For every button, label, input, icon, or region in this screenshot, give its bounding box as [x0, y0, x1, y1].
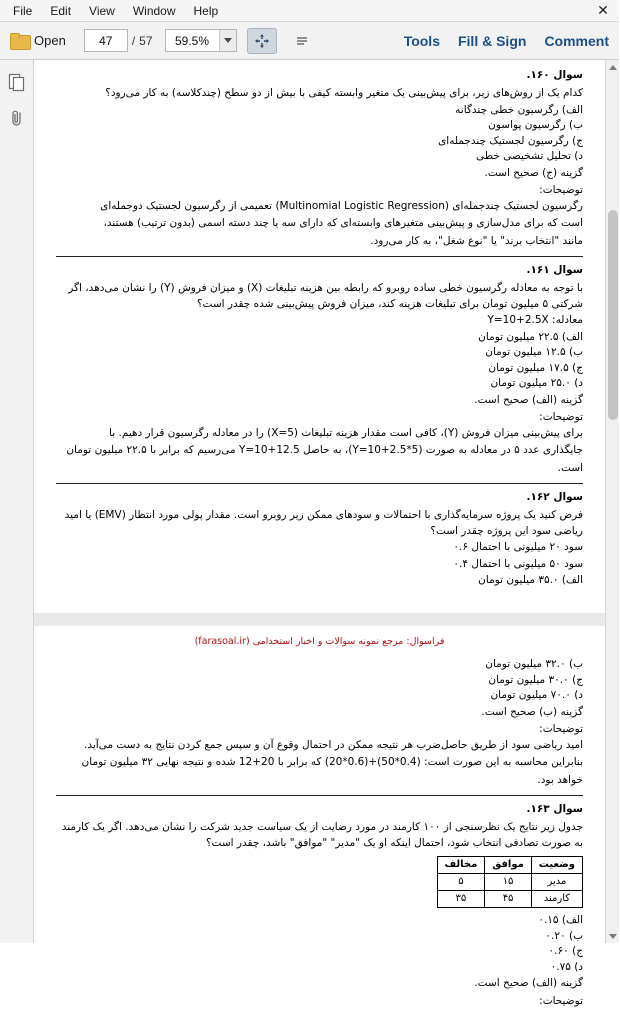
menu-file[interactable]: File: [13, 3, 33, 18]
question-option: ج) ۱۷.۵ میلیون تومان: [488, 361, 583, 374]
explanation-label: توضیحات:: [539, 994, 583, 1007]
select-tool-button[interactable]: [247, 28, 277, 54]
question-option: ب) رگرسیون پواسون: [488, 119, 583, 131]
question-title: سوال ۱۶۲.: [526, 491, 583, 503]
table-cell: ۱۵: [485, 874, 531, 891]
explanation-label: توضیحات:: [539, 411, 583, 423]
question-data-line: سود ۵۰ میلیونی با احتمال ۰.۴: [453, 557, 583, 570]
question-answer: گزینه (ب) صحیح است.: [481, 705, 583, 718]
question-option: د) ۷۰.۰ میلیون تومان: [490, 689, 583, 701]
question-text: با توجه به معادله رگرسیون خطی ساده روبرو که رابطه بین هزینه تبلیغات (X) و میزان فروش (Y) را نشان می‌دهد، اگر شرکتی ۵ میلیون تومان برای تبلیغات هزینه کند، میزان فروش پیش‌بینی شده چقدر است؟: [68, 282, 583, 310]
table-header-cell: موافق: [485, 857, 531, 874]
pages-container: [34, 60, 605, 1007]
zoom-control[interactable]: [165, 29, 237, 52]
question-answer: گزینه (الف) صحیح است.: [474, 977, 583, 989]
folder-icon: [10, 33, 29, 48]
pages-panel-icon: [8, 72, 26, 92]
explanation-line: است.: [557, 461, 583, 474]
question-option: د) تحلیل تشخیصی خطی: [475, 150, 583, 162]
question-formula: معادله: Y=10+2.5X: [487, 314, 583, 326]
question-text: کدام یک از روش‌های زیر، برای پیش‌بینی یک متغیر وابسته کیفی با بیش از دو سطح (چندکلاسه) به کار می‌رود؟: [105, 87, 583, 99]
attachments-button[interactable]: [5, 106, 29, 130]
explanation-line: خواهد بود.: [537, 773, 583, 786]
table-cell: ۴۵: [485, 891, 531, 908]
question-option: ج) رگرسیون لجستیک چندجمله‌ای: [438, 134, 583, 147]
section-divider: [56, 256, 583, 257]
table-cell: ۳۵: [437, 891, 485, 908]
explanation-line: مانند "انتخاب برند" یا "نوع شغل"، به کار می‌رود.: [370, 234, 583, 247]
table-cell: کارمند: [531, 891, 582, 908]
left-sidebar: [0, 60, 34, 943]
table-header-cell: وضعیت: [531, 857, 582, 874]
question-option: الف) ۲۲.۵ میلیون تومان: [478, 330, 583, 343]
toolbar-right-group: [404, 33, 613, 49]
explanation-line: امید ریاضی سود از طریق حاصل‌ضرب هر نتیجه ممکن در احتمال وقوع آن و سپس جمع کردن نتایج به دست می‌آید.: [84, 738, 583, 751]
question-option: ب) ۰.۲۰: [545, 929, 583, 942]
question-answer: گزینه (ج) صحیح است.: [484, 166, 583, 179]
comment-tab[interactable]: Comment: [544, 32, 609, 49]
question-option: ج) ۳۰.۰ میلیون تومان: [488, 673, 583, 686]
section-divider: [56, 795, 583, 796]
explanation-label: توضیحات:: [539, 723, 583, 735]
toolbar: [0, 22, 619, 60]
page-number-input[interactable]: [84, 29, 128, 52]
open-file-label: Open: [34, 33, 66, 48]
question-option: ب) ۳۲.۰ میلیون تومان: [485, 658, 583, 670]
survey-results-table: [437, 856, 583, 908]
question-block-162-part1: [56, 490, 583, 589]
open-file-button[interactable]: [6, 30, 74, 51]
question-block-161: [56, 263, 583, 476]
scroll-up-arrow[interactable]: [606, 60, 620, 74]
question-block-160: [56, 68, 583, 249]
scrollbar-thumb[interactable]: [608, 210, 618, 420]
menu-edit[interactable]: Edit: [50, 3, 72, 18]
explanation-line: جایگذاری عدد ۵ در معادله به صورت (Y=10+2.5*5)، به حاصل Y=10+12.5 می‌رسیم که برابر با ۲۲.۵ میلیون تومان: [66, 444, 583, 456]
table-cell: ۵: [437, 874, 485, 891]
document-page-1: [34, 60, 605, 613]
question-option: د) ۰.۷۵: [550, 960, 583, 973]
chevron-down-icon[interactable]: [219, 30, 236, 51]
document-viewport[interactable]: [34, 60, 605, 1007]
document-page-2: [34, 626, 605, 1026]
page-thumbnails-button[interactable]: [5, 70, 29, 94]
page-total-count: 57: [139, 33, 153, 48]
table-cell: مدیر: [531, 874, 582, 891]
explanation-line: برای پیش‌بینی میزان فروش (Y)، کافی است مقدار هزینه تبلیغات (X=5) را در معادله رگرسیون قرار دهیم. با: [109, 426, 583, 439]
vertical-scrollbar[interactable]: [605, 60, 619, 943]
menu-help[interactable]: Help: [193, 3, 219, 18]
menu-window[interactable]: Window: [132, 3, 176, 18]
question-option: ب) ۱۲.۵ میلیون تومان: [485, 346, 583, 358]
table-header-cell: مخالف: [437, 857, 485, 874]
question-option: ج) ۰.۶۰: [548, 945, 583, 957]
explanation-line: رگرسیون لجستیک چندجمله‌ای (Multinomial Logistic Regression) تعمیمی از رگرسیون لجستیک دوجمله‌ای: [100, 199, 583, 212]
question-text: فرض کنید یک پروژه سرمایه‌گذاری با احتمالات و سودهای ممکن زیر روبرو است. مقدار پولی مورد انتظار (EMV) یا امید ریاضی سود این پروژه چقدر است؟: [64, 509, 583, 537]
page-navigation: [84, 29, 153, 52]
question-option: الف) ۰.۱۵: [538, 914, 583, 926]
window-close-button[interactable]: ✕: [597, 2, 609, 18]
fill-and-sign-tab[interactable]: Fill & Sign: [457, 32, 527, 49]
more-tools-button[interactable]: [287, 28, 317, 54]
question-answer: گزینه (الف) صحیح است.: [474, 393, 583, 406]
section-divider: [56, 483, 583, 484]
question-title: سوال ۱۶۳.: [526, 803, 583, 815]
watermark-text: فراسوال: مرجع نمونه سوالات و اخبار استخدامی (farasoal.ir): [194, 636, 445, 647]
page-gap: [34, 613, 605, 626]
question-option: د) ۲۵.۰ میلیون تومان: [490, 377, 583, 389]
table-row: [437, 891, 582, 908]
page-separator: /: [131, 33, 136, 48]
scroll-down-arrow[interactable]: [606, 929, 620, 943]
question-option: الف) رگرسیون خطی چندگانه: [455, 103, 583, 116]
tools-tab[interactable]: Tools: [403, 32, 440, 49]
explanation-line: بنابراین محاسبه به این صورت است: (0.4*50)+(0.6*20) که برابر با 20+12 شده و نتیجه نهایی ۳۲ میلیون تومان: [81, 756, 583, 768]
menu-view[interactable]: View: [89, 3, 115, 18]
explanation-label: توضیحات:: [539, 184, 583, 196]
question-option: الف) ۳۵.۰ میلیون تومان: [478, 574, 583, 586]
table-header-row: [437, 857, 582, 874]
paperclip-icon: [8, 108, 26, 128]
question-text: جدول زیر نتایج یک نظرسنجی از ۱۰۰ کارمند در مورد رضایت از یک سیاست جدید شرکت را نشان می‌دهد. اگر یک کارمند به صورت تصادفی انتخاب شود، احتمال اینکه او یک "مدیر" "موافق" باشد، چقدر است؟: [61, 821, 583, 849]
question-title: سوال ۱۶۱.: [526, 264, 583, 276]
question-title: سوال ۱۶۰.: [526, 69, 583, 81]
more-tools-icon: [294, 33, 310, 49]
explanation-line: است که برای مدل‌سازی و پیش‌بینی متغیرهای وابسته‌ای که دارای سه یا چند دسته اسمی (بدون ترتیب) هستند،: [103, 217, 583, 229]
question-data-line: سود ۲۰ میلیونی با احتمال ۰.۶: [453, 541, 583, 553]
question-block-162-part2: [56, 657, 583, 788]
main-area: [0, 60, 619, 1007]
question-block-163: [56, 802, 583, 1009]
select-tool-icon: [254, 33, 270, 49]
zoom-level-value: 59.5%: [175, 33, 210, 48]
table-row: [437, 874, 582, 891]
menu-bar: [0, 0, 619, 22]
